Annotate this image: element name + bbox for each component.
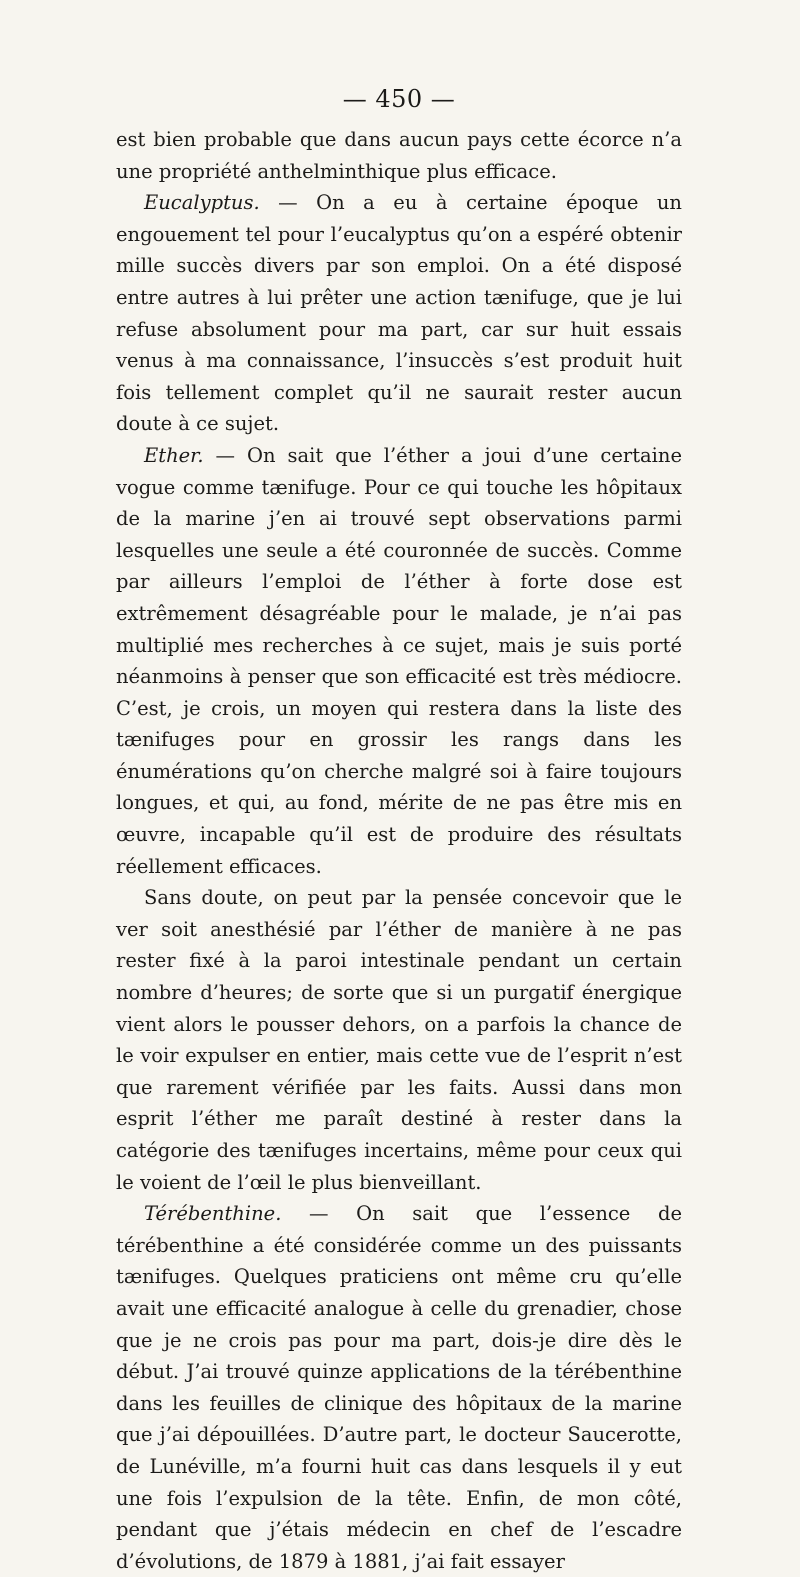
body-text <box>116 124 682 1577</box>
paragraph-terebenthine <box>116 1198 682 1577</box>
section-lead-terebenthine: Térébenthine. <box>144 1202 282 1226</box>
section-lead-eucalyptus: Eucalyptus. <box>144 191 260 215</box>
paragraph-eucalyptus <box>116 187 682 440</box>
paragraph-ether-discussion <box>116 882 682 1198</box>
paragraph-bark-conclusion <box>116 124 682 187</box>
paragraph-ether <box>116 440 682 882</box>
book-page <box>116 80 682 1577</box>
paragraph-text: — On sait que l’éther a joui d’une certaine vogue comme tænifuge. Pour ce qui touche les hôpitaux de la marine j’en ai trouvé sept observations parmi lesquelles une seule a été couronnée de succès. Comme par ailleurs l’emploi de l’éther à forte dose est extrêmement désagréable pour le malade, je n’ai pas multiplié mes recherches à ce sujet, mais je suis porté néanmoins à penser que son efficacité est très médiocre. C’est, je crois, un moyen qui restera dans la liste des tænifuges pour en grossir les rangs dans les énumérations qu’on cherche malgré soi à faire toujours longues, et qui, au fond, mérite de ne pas être mis en œuvre, incapable qu’il est de produire des résultats réellement efficaces. <box>116 443 682 878</box>
section-lead-ether: Ether. <box>144 443 204 467</box>
paragraph-text: Sans doute, on peut par la pensée concevoir que le ver soit anesthésié par l’éther de manière à ne pas rester fixé à la paroi intestinale pendant un certain nombre d’heures; de sorte que si un purgatif énergique vient alors le pousser dehors, on a parfois la chance de le voir expulser en entier, mais cette vue de l’esprit n’est que rarement vérifiée par les faits. Aussi dans mon esprit l’éther me paraît destiné à rester dans la catégorie des tænifuges incertains, même pour ceux qui le voient de l’œil le plus bienveillant. <box>116 886 682 1194</box>
paragraph-text: — On sait que l’essence de térébenthine a été considérée comme un des puissants tænifuges. Quelques praticiens ont même cru qu’elle avait une efficacité analogue à celle du grenadier, chose que je ne crois pas pour ma part, dois-je dire dès le début. J’ai trouvé quinze applications de la térébenthine dans les feuilles de clinique des hôpitaux de la marine que j’ai dépouillées. D’autre part, le docteur Saucerotte, de Lunéville, m’a fourni huit cas dans lesquels il y eut une fois l’expulsion de la tête. Enfin, de mon côté, pendant que j’étais médecin en chef de l’escadre d’évolutions, de 1879 à 1881, j’ai fait essayer <box>116 1202 682 1573</box>
paragraph-text: — On a eu à certaine époque un engouement tel pour l’eucalyptus qu’on a espéré obtenir mille succès divers par son emploi. On a été disposé entre autres à lui prêter une action tænifuge, que je lui refuse absolument pour ma part, car sur huit essais venus à ma connaissance, l’insuccès s’est produit huit fois tellement complet qu’il ne saurait rester aucun doute à ce sujet. <box>116 191 682 436</box>
paragraph-text: est bien probable que dans aucun pays cette écorce n’a une propriété anthelminthique plus efficace. <box>116 128 682 183</box>
page-number: — 450 — <box>342 85 456 113</box>
